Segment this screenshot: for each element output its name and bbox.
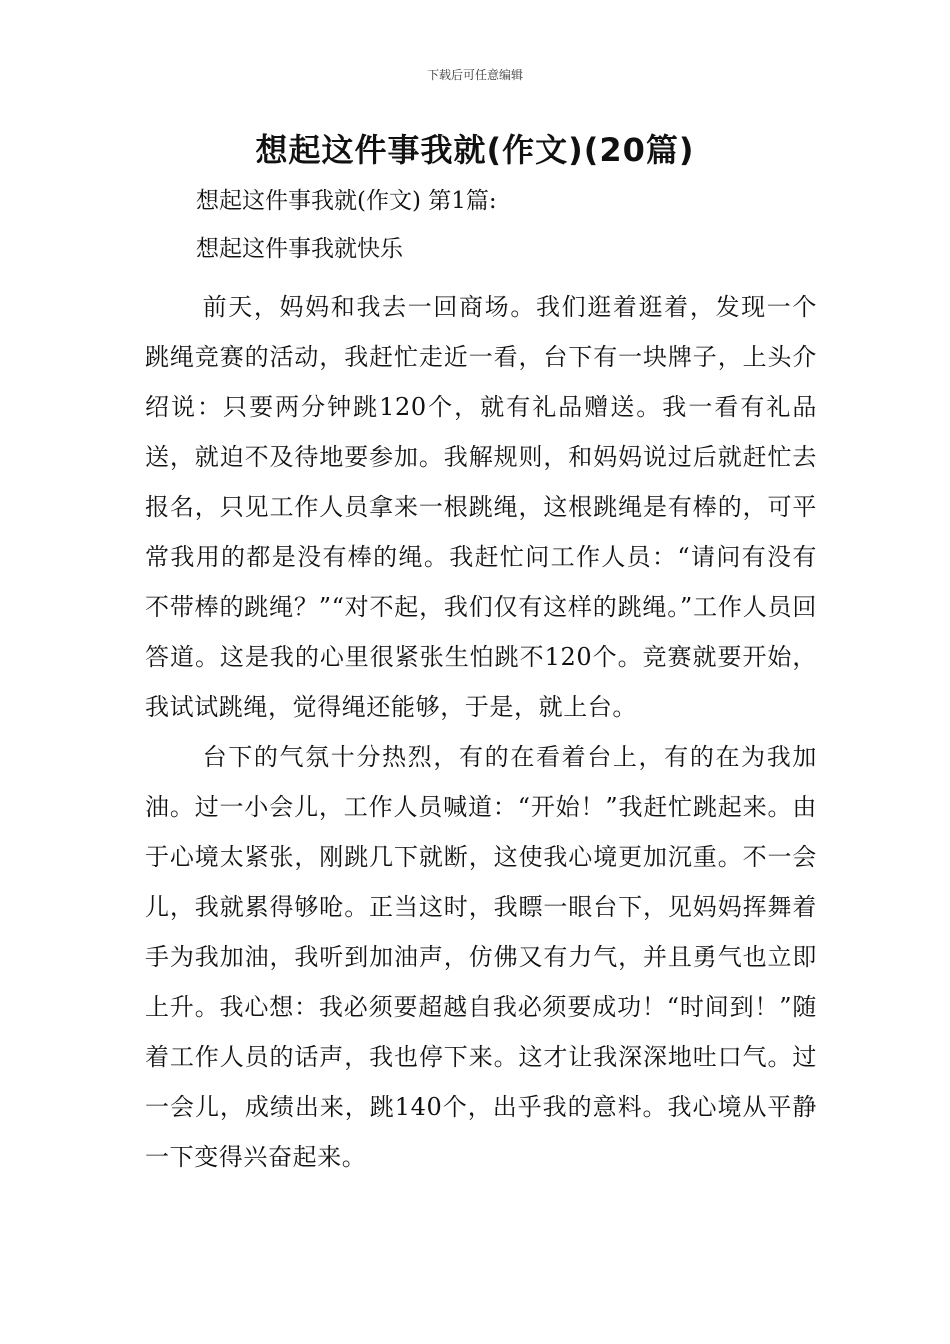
paragraph: 台下的气氛十分热烈，有的在看着台上，有的在为我加油。过一小会儿，工作人员喊道：“开始！”我赶忙跳起来。由于心境太紧张，刚跳几下就断，这使我心境更加沉重。不一会儿，我就累得够呛。正当这时，我瞟一眼台下，见妈妈挥舞着手为我加油，我听到加油声，仿佛又有力气，并且勇气也立即上升。我心想：我必须要超越自我必须要成功！“时间到！”随着工作人员的话声，我也停下来。这才让我深深地吐口气。过一会儿，成绩出来，跳140个，出乎我的意料。我心境从平静一下变得兴奋起来。: [145, 743, 817, 1171]
paragraph: 前天，妈妈和我去一回商场。我们逛着逛着，发现一个跳绳竞赛的活动，我赶忙走近一看，台下有一块牌子，上头介绍说：只要两分钟跳120个，就有礼品赠送。我一看有礼品送，就迫不及待地要参加。我解规则，和妈妈说过后就赶忙去报名，只见工作人员拿来一根跳绳，这根跳绳是有棒的，可平常我用的都是没有棒的绳。我赶忙问工作人员：“请问有没有不带棒的跳绳？”“对不起，我们仅有这样的跳绳。”工作人员回答道。这是我的心里很紧张生怕跳不120个。竞赛就要开始，我试试跳绳，觉得绳还能够，于是，就上台。: [145, 293, 817, 721]
article-heading: 想起这件事我就(作文) 第1篇:: [196, 188, 497, 214]
document-title: 想起这件事我就(作文)(20篇): [255, 131, 695, 169]
essay-body: [145, 282, 817, 1182]
download-note: 下载后可任意编辑: [426, 68, 523, 82]
essay-title: 想起这件事我就快乐: [196, 236, 403, 262]
